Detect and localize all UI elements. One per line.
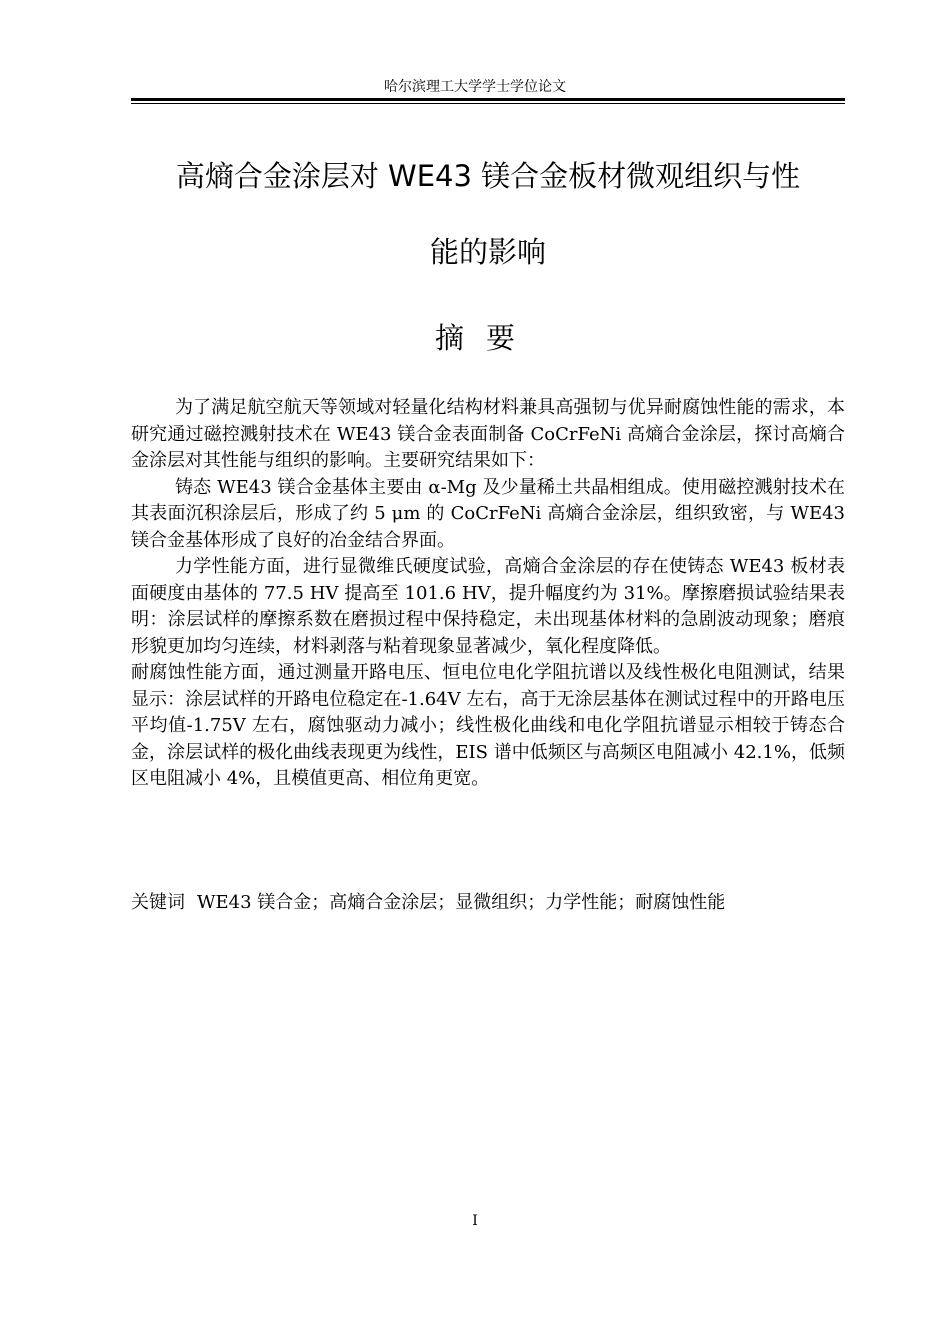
page-number: I xyxy=(472,1213,478,1229)
keywords-label: 关键词 xyxy=(131,892,185,913)
abstract-paragraph-intro: 为了满足航空航天等领域对轻量化结构材料兼具高强韧与优异耐腐蚀性能的需求，本研究通过磁控溅射技术在 WE43 镁合金表面制备 CoCrFeNi 高熵合金涂层，探讨高熵合金涂层对其性能与组织的影响。主要研究结果如下： xyxy=(131,397,845,471)
abstract-body xyxy=(131,395,845,793)
abstract-paragraph-mechanical: 力学性能方面，进行显微维氏硬度试验，高熵合金涂层的存在使铸态 WE43 板材表面硬度由基体的 77.5 HV 提高至 101.6 HV，提升幅度约为 31%。摩擦磨损试验结果表明：涂层试样的摩擦系数在磨损过程中保持稳定，未出现基体材料的急剧波动现象；磨痕形貌更加均匀连续，材料剥落与粘着现象显著减少，氧化程度降低。 xyxy=(131,556,845,657)
keywords-text: WE43 镁合金；高熵合金涂层；显微组织；力学性能；耐腐蚀性能 xyxy=(197,892,726,913)
thesis-title-line-2: 能的影响 xyxy=(429,235,546,269)
keywords-line xyxy=(131,890,845,916)
abstract-paragraph-microstructure: 铸态 WE43 镁合金基体主要由 α-Mg 及少量稀土共晶相组成。使用磁控溅射技术在其表面沉积涂层后，形成了约 5 μm 的 CoCrFeNi 高熵合金涂层，组织致密，与 WE43 镁合金基体形成了良好的冶金结合界面。 xyxy=(131,476,845,551)
header-rule-thin xyxy=(131,103,845,104)
abstract-heading: 摘要 xyxy=(434,321,537,355)
thesis-title-line-1: 高熵合金涂层对 WE43 镁合金板材微观组织与性 xyxy=(175,159,801,193)
running-header: 哈尔滨理工大学学士学位论文 xyxy=(384,79,566,95)
header-rule-thick xyxy=(131,98,845,101)
abstract-paragraph-corrosion: 耐腐蚀性能方面，通过测量开路电压、恒电位电化学阻抗谱以及线性极化电阻测试，结果显示：涂层试样的开路电位稳定在-1.64V 左右，高于无涂层基体在测试过程中的开路电压平均值-1.75V 左右，腐蚀驱动力减小；线性极化曲线和电化学阻抗谱显示相较于铸态合金，涂层试样的极化曲线表现更为线性，EIS 谱中低频区与高频区电阻减小 42.1%，低频区电阻减小 4%，且模值更高、相位角更宽。 xyxy=(131,662,845,789)
